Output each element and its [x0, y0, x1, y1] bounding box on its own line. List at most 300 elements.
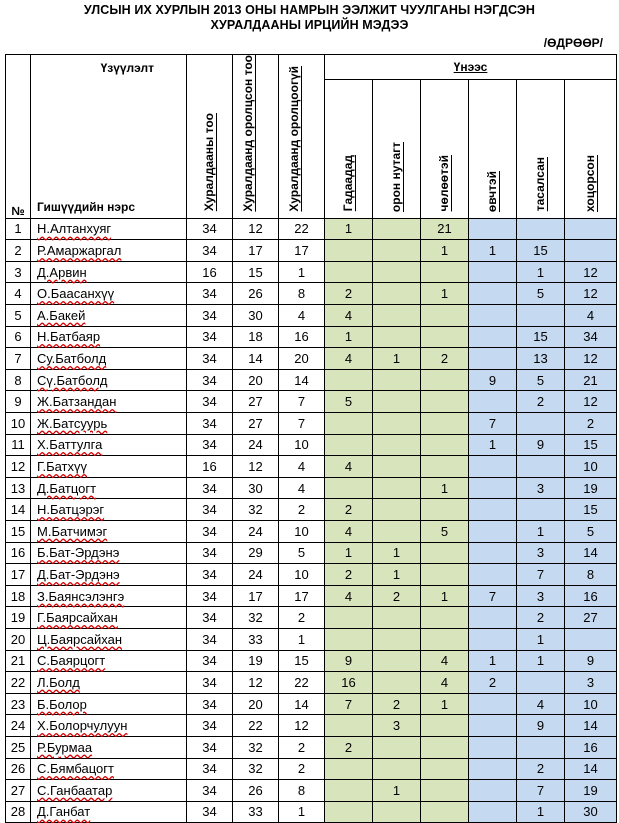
header-reason-group-label: Үнээс: [453, 59, 488, 74]
cell-abroad: [325, 628, 373, 650]
cell-total: 34: [187, 218, 233, 240]
cell-sick: [469, 607, 517, 629]
cell-name: [31, 283, 187, 305]
cell-late: 14: [565, 715, 617, 737]
cell-no: 15: [6, 520, 31, 542]
cell-late: 15: [565, 499, 617, 521]
cell-late: 12: [565, 283, 617, 305]
cell-abroad: [325, 607, 373, 629]
cell-late: 19: [565, 780, 617, 802]
cell-late: 2: [565, 413, 617, 435]
cell-local: [373, 607, 421, 629]
cell-name: [31, 369, 187, 391]
cell-abroad: 4: [325, 305, 373, 327]
cell-total: 34: [187, 434, 233, 456]
cell-no: 28: [6, 801, 31, 823]
cell-abs: 14: [279, 693, 325, 715]
cell-total: 34: [187, 650, 233, 672]
cell-no: 13: [6, 477, 31, 499]
header-abroad-label: Гадаадад: [341, 155, 355, 212]
cell-att: 12: [233, 456, 279, 478]
cell-total: 34: [187, 564, 233, 586]
header-sick-label: өвчтэй: [485, 170, 499, 212]
cell-abroad: [325, 369, 373, 391]
cell-abroad: [325, 261, 373, 283]
table-row: [6, 650, 617, 672]
cell-abroad: 2: [325, 736, 373, 758]
table-row: [6, 434, 617, 456]
cell-sick: [469, 391, 517, 413]
member-name: Б.Болор: [37, 696, 87, 712]
table-row: [6, 520, 617, 542]
cell-sick: 9: [469, 369, 517, 391]
header-leave-label: чөлөөтэй: [437, 155, 451, 212]
cell-name: [31, 261, 187, 283]
cell-total: 34: [187, 542, 233, 564]
cell-leave: [421, 758, 469, 780]
member-name: С.Ганбаатар: [37, 782, 113, 798]
cell-abs: 2: [279, 736, 325, 758]
cell-name: [31, 780, 187, 802]
cell-local: [373, 672, 421, 694]
cell-skip: 3: [517, 542, 565, 564]
cell-sick: [469, 283, 517, 305]
cell-total: 34: [187, 283, 233, 305]
cell-no: 27: [6, 780, 31, 802]
attendance-table: [5, 54, 617, 823]
table-row: [6, 499, 617, 521]
cell-total: 34: [187, 736, 233, 758]
cell-local: [373, 801, 421, 823]
cell-local: 2: [373, 585, 421, 607]
cell-skip: [517, 456, 565, 478]
cell-leave: [421, 261, 469, 283]
table-row: [6, 628, 617, 650]
header-no: [6, 55, 31, 219]
cell-abs: 1: [279, 801, 325, 823]
cell-total: 34: [187, 607, 233, 629]
cell-no: 1: [6, 218, 31, 240]
member-name: Сү.Батболд: [37, 372, 108, 388]
header-constituency: [373, 79, 421, 218]
cell-local: [373, 240, 421, 262]
cell-name: [31, 715, 187, 737]
header-member-name: Гишүүдийн нэрс: [37, 199, 136, 214]
cell-leave: [421, 542, 469, 564]
table-row: [6, 585, 617, 607]
header-absent: [279, 55, 325, 219]
cell-skip: [517, 305, 565, 327]
header-constituency-label: орон нутагт: [389, 141, 403, 212]
cell-abs: 17: [279, 240, 325, 262]
table-row: [6, 369, 617, 391]
cell-abs: 20: [279, 348, 325, 370]
cell-att: 27: [233, 391, 279, 413]
header-absent-label: Хуралдаанд оролцоогүй: [286, 66, 301, 212]
cell-no: 8: [6, 369, 31, 391]
cell-leave: [421, 434, 469, 456]
cell-abs: 8: [279, 780, 325, 802]
cell-abs: 7: [279, 413, 325, 435]
cell-att: 29: [233, 542, 279, 564]
cell-abroad: [325, 780, 373, 802]
member-name: Н.Батбаяр: [37, 329, 101, 345]
cell-skip: 2: [517, 607, 565, 629]
cell-late: 27: [565, 607, 617, 629]
cell-no: 20: [6, 628, 31, 650]
cell-late: [565, 218, 617, 240]
header-total-sessions-label: Хуралдааны тоо: [202, 113, 216, 212]
table-row: [6, 348, 617, 370]
cell-att: 24: [233, 520, 279, 542]
member-name: Г.Батхүү: [37, 458, 87, 474]
cell-local: [373, 499, 421, 521]
cell-att: 24: [233, 434, 279, 456]
cell-no: 18: [6, 585, 31, 607]
cell-att: 32: [233, 499, 279, 521]
cell-total: 34: [187, 369, 233, 391]
cell-leave: 2: [421, 348, 469, 370]
cell-sick: [469, 499, 517, 521]
cell-att: 17: [233, 240, 279, 262]
cell-late: 30: [565, 801, 617, 823]
cell-abs: 4: [279, 305, 325, 327]
cell-local: [373, 305, 421, 327]
member-name: Л.Болд: [37, 674, 80, 690]
cell-local: [373, 283, 421, 305]
cell-sick: [469, 736, 517, 758]
cell-name: [31, 758, 187, 780]
cell-name: [31, 801, 187, 823]
cell-name: [31, 413, 187, 435]
cell-late: 3: [565, 672, 617, 694]
cell-local: [373, 628, 421, 650]
cell-late: 14: [565, 758, 617, 780]
cell-att: 26: [233, 283, 279, 305]
cell-name: [31, 542, 187, 564]
cell-sick: [469, 542, 517, 564]
cell-local: [373, 391, 421, 413]
cell-local: [373, 650, 421, 672]
cell-skip: 4: [517, 693, 565, 715]
cell-att: 22: [233, 715, 279, 737]
member-name: З.Баянсэлэнгэ: [37, 588, 125, 604]
cell-abroad: [325, 413, 373, 435]
cell-skip: [517, 736, 565, 758]
table-row: [6, 758, 617, 780]
cell-no: 9: [6, 391, 31, 413]
unit-label: /ӨДРӨӨР/: [543, 36, 603, 50]
cell-late: 10: [565, 693, 617, 715]
cell-local: 1: [373, 542, 421, 564]
cell-leave: [421, 715, 469, 737]
cell-late: 12: [565, 348, 617, 370]
cell-sick: 1: [469, 240, 517, 262]
cell-att: 32: [233, 607, 279, 629]
cell-sick: [469, 520, 517, 542]
cell-no: 26: [6, 758, 31, 780]
cell-leave: [421, 369, 469, 391]
cell-leave: [421, 305, 469, 327]
cell-local: [373, 218, 421, 240]
cell-sick: [469, 456, 517, 478]
cell-local: [373, 326, 421, 348]
cell-sick: [469, 305, 517, 327]
cell-late: 10: [565, 456, 617, 478]
cell-abroad: 4: [325, 456, 373, 478]
cell-skip: 1: [517, 628, 565, 650]
header-reason-group: [325, 55, 617, 80]
table-row: [6, 391, 617, 413]
cell-no: 5: [6, 305, 31, 327]
cell-sick: [469, 628, 517, 650]
header-attended: [233, 55, 279, 219]
cell-abs: 10: [279, 520, 325, 542]
cell-abroad: [325, 477, 373, 499]
table-row: [6, 413, 617, 435]
cell-abroad: [325, 240, 373, 262]
cell-total: 34: [187, 801, 233, 823]
cell-no: 19: [6, 607, 31, 629]
cell-skip: [517, 499, 565, 521]
cell-late: 34: [565, 326, 617, 348]
cell-no: 7: [6, 348, 31, 370]
cell-late: 21: [565, 369, 617, 391]
cell-name: [31, 520, 187, 542]
cell-no: 3: [6, 261, 31, 283]
cell-local: 1: [373, 780, 421, 802]
title-line-2: ХУРАЛДААНЫ ИРЦИЙН МЭДЭЭ: [210, 18, 409, 32]
cell-leave: 4: [421, 672, 469, 694]
cell-name: [31, 240, 187, 262]
cell-local: [373, 477, 421, 499]
cell-total: 34: [187, 240, 233, 262]
member-name: С.Бямбацогт: [37, 761, 114, 777]
cell-leave: [421, 326, 469, 348]
cell-late: 16: [565, 585, 617, 607]
cell-total: 16: [187, 261, 233, 283]
cell-name: [31, 434, 187, 456]
table-body: [6, 218, 617, 823]
table-row: [6, 283, 617, 305]
cell-att: 24: [233, 564, 279, 586]
cell-local: [373, 758, 421, 780]
cell-total: 34: [187, 672, 233, 694]
cell-abs: 22: [279, 218, 325, 240]
cell-no: 22: [6, 672, 31, 694]
cell-abroad: 1: [325, 218, 373, 240]
cell-leave: [421, 801, 469, 823]
cell-abs: 15: [279, 650, 325, 672]
cell-abroad: [325, 715, 373, 737]
cell-leave: [421, 564, 469, 586]
cell-att: 14: [233, 348, 279, 370]
cell-leave: [421, 413, 469, 435]
cell-total: 34: [187, 693, 233, 715]
cell-late: 8: [565, 564, 617, 586]
cell-skip: 2: [517, 391, 565, 413]
cell-skip: 1: [517, 520, 565, 542]
member-name: С.Баярцогт: [37, 653, 106, 669]
cell-att: 12: [233, 672, 279, 694]
cell-total: 34: [187, 520, 233, 542]
cell-name: [31, 326, 187, 348]
cell-att: 30: [233, 305, 279, 327]
member-name: Ц.Баярсайхан: [37, 631, 123, 647]
cell-leave: 1: [421, 477, 469, 499]
cell-local: [373, 413, 421, 435]
table-row: [6, 607, 617, 629]
cell-name: [31, 693, 187, 715]
table-row: [6, 326, 617, 348]
cell-no: 25: [6, 736, 31, 758]
cell-name: [31, 607, 187, 629]
cell-skip: 7: [517, 564, 565, 586]
cell-total: 16: [187, 456, 233, 478]
table-row: [6, 736, 617, 758]
cell-abs: 2: [279, 607, 325, 629]
cell-no: 23: [6, 693, 31, 715]
cell-local: 3: [373, 715, 421, 737]
cell-local: [373, 434, 421, 456]
cell-abroad: 5: [325, 391, 373, 413]
cell-late: 12: [565, 391, 617, 413]
cell-leave: 1: [421, 240, 469, 262]
cell-abroad: [325, 801, 373, 823]
cell-leave: [421, 499, 469, 521]
cell-abroad: 2: [325, 283, 373, 305]
cell-name: [31, 391, 187, 413]
cell-sick: [469, 477, 517, 499]
cell-leave: 4: [421, 650, 469, 672]
member-name: Д.Ганбат: [37, 804, 91, 820]
cell-no: 2: [6, 240, 31, 262]
cell-skip: 1: [517, 650, 565, 672]
cell-total: 34: [187, 715, 233, 737]
cell-total: 34: [187, 585, 233, 607]
document-title: [0, 3, 619, 33]
cell-name: [31, 499, 187, 521]
cell-sick: 1: [469, 434, 517, 456]
cell-abs: 10: [279, 434, 325, 456]
cell-total: 34: [187, 326, 233, 348]
cell-sick: 2: [469, 672, 517, 694]
cell-skip: 1: [517, 801, 565, 823]
cell-late: 12: [565, 261, 617, 283]
cell-late: 16: [565, 736, 617, 758]
header-sick: [469, 79, 517, 218]
cell-total: 34: [187, 391, 233, 413]
cell-abroad: 4: [325, 585, 373, 607]
table-row: [6, 780, 617, 802]
cell-total: 34: [187, 413, 233, 435]
header-indicator: Үзүүлэлт: [100, 61, 154, 75]
cell-name: [31, 348, 187, 370]
cell-att: 32: [233, 736, 279, 758]
cell-skip: 5: [517, 283, 565, 305]
cell-abs: 7: [279, 391, 325, 413]
cell-leave: 1: [421, 693, 469, 715]
cell-skip: 1: [517, 261, 565, 283]
cell-skip: 5: [517, 369, 565, 391]
cell-local: [373, 736, 421, 758]
table-row: [6, 477, 617, 499]
cell-leave: 21: [421, 218, 469, 240]
cell-late: 9: [565, 650, 617, 672]
header-abroad: [325, 79, 373, 218]
table-row: [6, 240, 617, 262]
cell-abroad: 4: [325, 520, 373, 542]
cell-sick: [469, 348, 517, 370]
cell-skip: 3: [517, 477, 565, 499]
cell-abs: 16: [279, 326, 325, 348]
member-name: Д.Арвин: [37, 264, 87, 280]
cell-late: 5: [565, 520, 617, 542]
header-total-sessions: [187, 55, 233, 219]
table-row: [6, 305, 617, 327]
cell-sick: [469, 758, 517, 780]
header-no-label: №: [11, 203, 25, 218]
cell-abs: 4: [279, 477, 325, 499]
table-row: [6, 693, 617, 715]
member-name: Р.Амаржаргал: [37, 243, 122, 259]
cell-name: [31, 305, 187, 327]
cell-abroad: 16: [325, 672, 373, 694]
cell-name: [31, 564, 187, 586]
cell-sick: [469, 801, 517, 823]
header-member: [31, 55, 187, 219]
cell-sick: 7: [469, 413, 517, 435]
cell-att: 18: [233, 326, 279, 348]
cell-abroad: 4: [325, 348, 373, 370]
cell-leave: 1: [421, 283, 469, 305]
cell-skip: [517, 218, 565, 240]
cell-sick: [469, 326, 517, 348]
cell-local: [373, 456, 421, 478]
cell-leave: [421, 391, 469, 413]
title-line-1: УЛСЫН ИХ ХУРЛЫН 2013 ОНЫ НАМРЫН ЭЭЛЖИТ ЧУУЛГАНЫ НЭГДСЭН: [83, 3, 536, 17]
cell-late: 15: [565, 434, 617, 456]
member-name: М.Батчимэг: [37, 523, 108, 539]
cell-total: 34: [187, 348, 233, 370]
member-name: Г.Баярсайхан: [37, 610, 118, 626]
cell-abs: 5: [279, 542, 325, 564]
cell-name: [31, 628, 187, 650]
cell-abs: 8: [279, 283, 325, 305]
cell-skip: 9: [517, 715, 565, 737]
cell-abs: 4: [279, 456, 325, 478]
cell-late: [565, 240, 617, 262]
cell-sick: 7: [469, 585, 517, 607]
cell-sick: [469, 218, 517, 240]
cell-late: [565, 628, 617, 650]
cell-total: 34: [187, 477, 233, 499]
cell-sick: 1: [469, 650, 517, 672]
cell-att: 17: [233, 585, 279, 607]
cell-no: 24: [6, 715, 31, 737]
cell-no: 11: [6, 434, 31, 456]
cell-att: 33: [233, 628, 279, 650]
cell-name: [31, 585, 187, 607]
member-name: Д.Батцогт: [37, 480, 97, 496]
cell-abs: 22: [279, 672, 325, 694]
cell-no: 12: [6, 456, 31, 478]
member-name: Н.Батцэрэг: [37, 502, 105, 518]
member-name: Х.Баттулга: [37, 437, 103, 453]
cell-abs: 2: [279, 499, 325, 521]
table-row: [6, 801, 617, 823]
cell-skip: 13: [517, 348, 565, 370]
